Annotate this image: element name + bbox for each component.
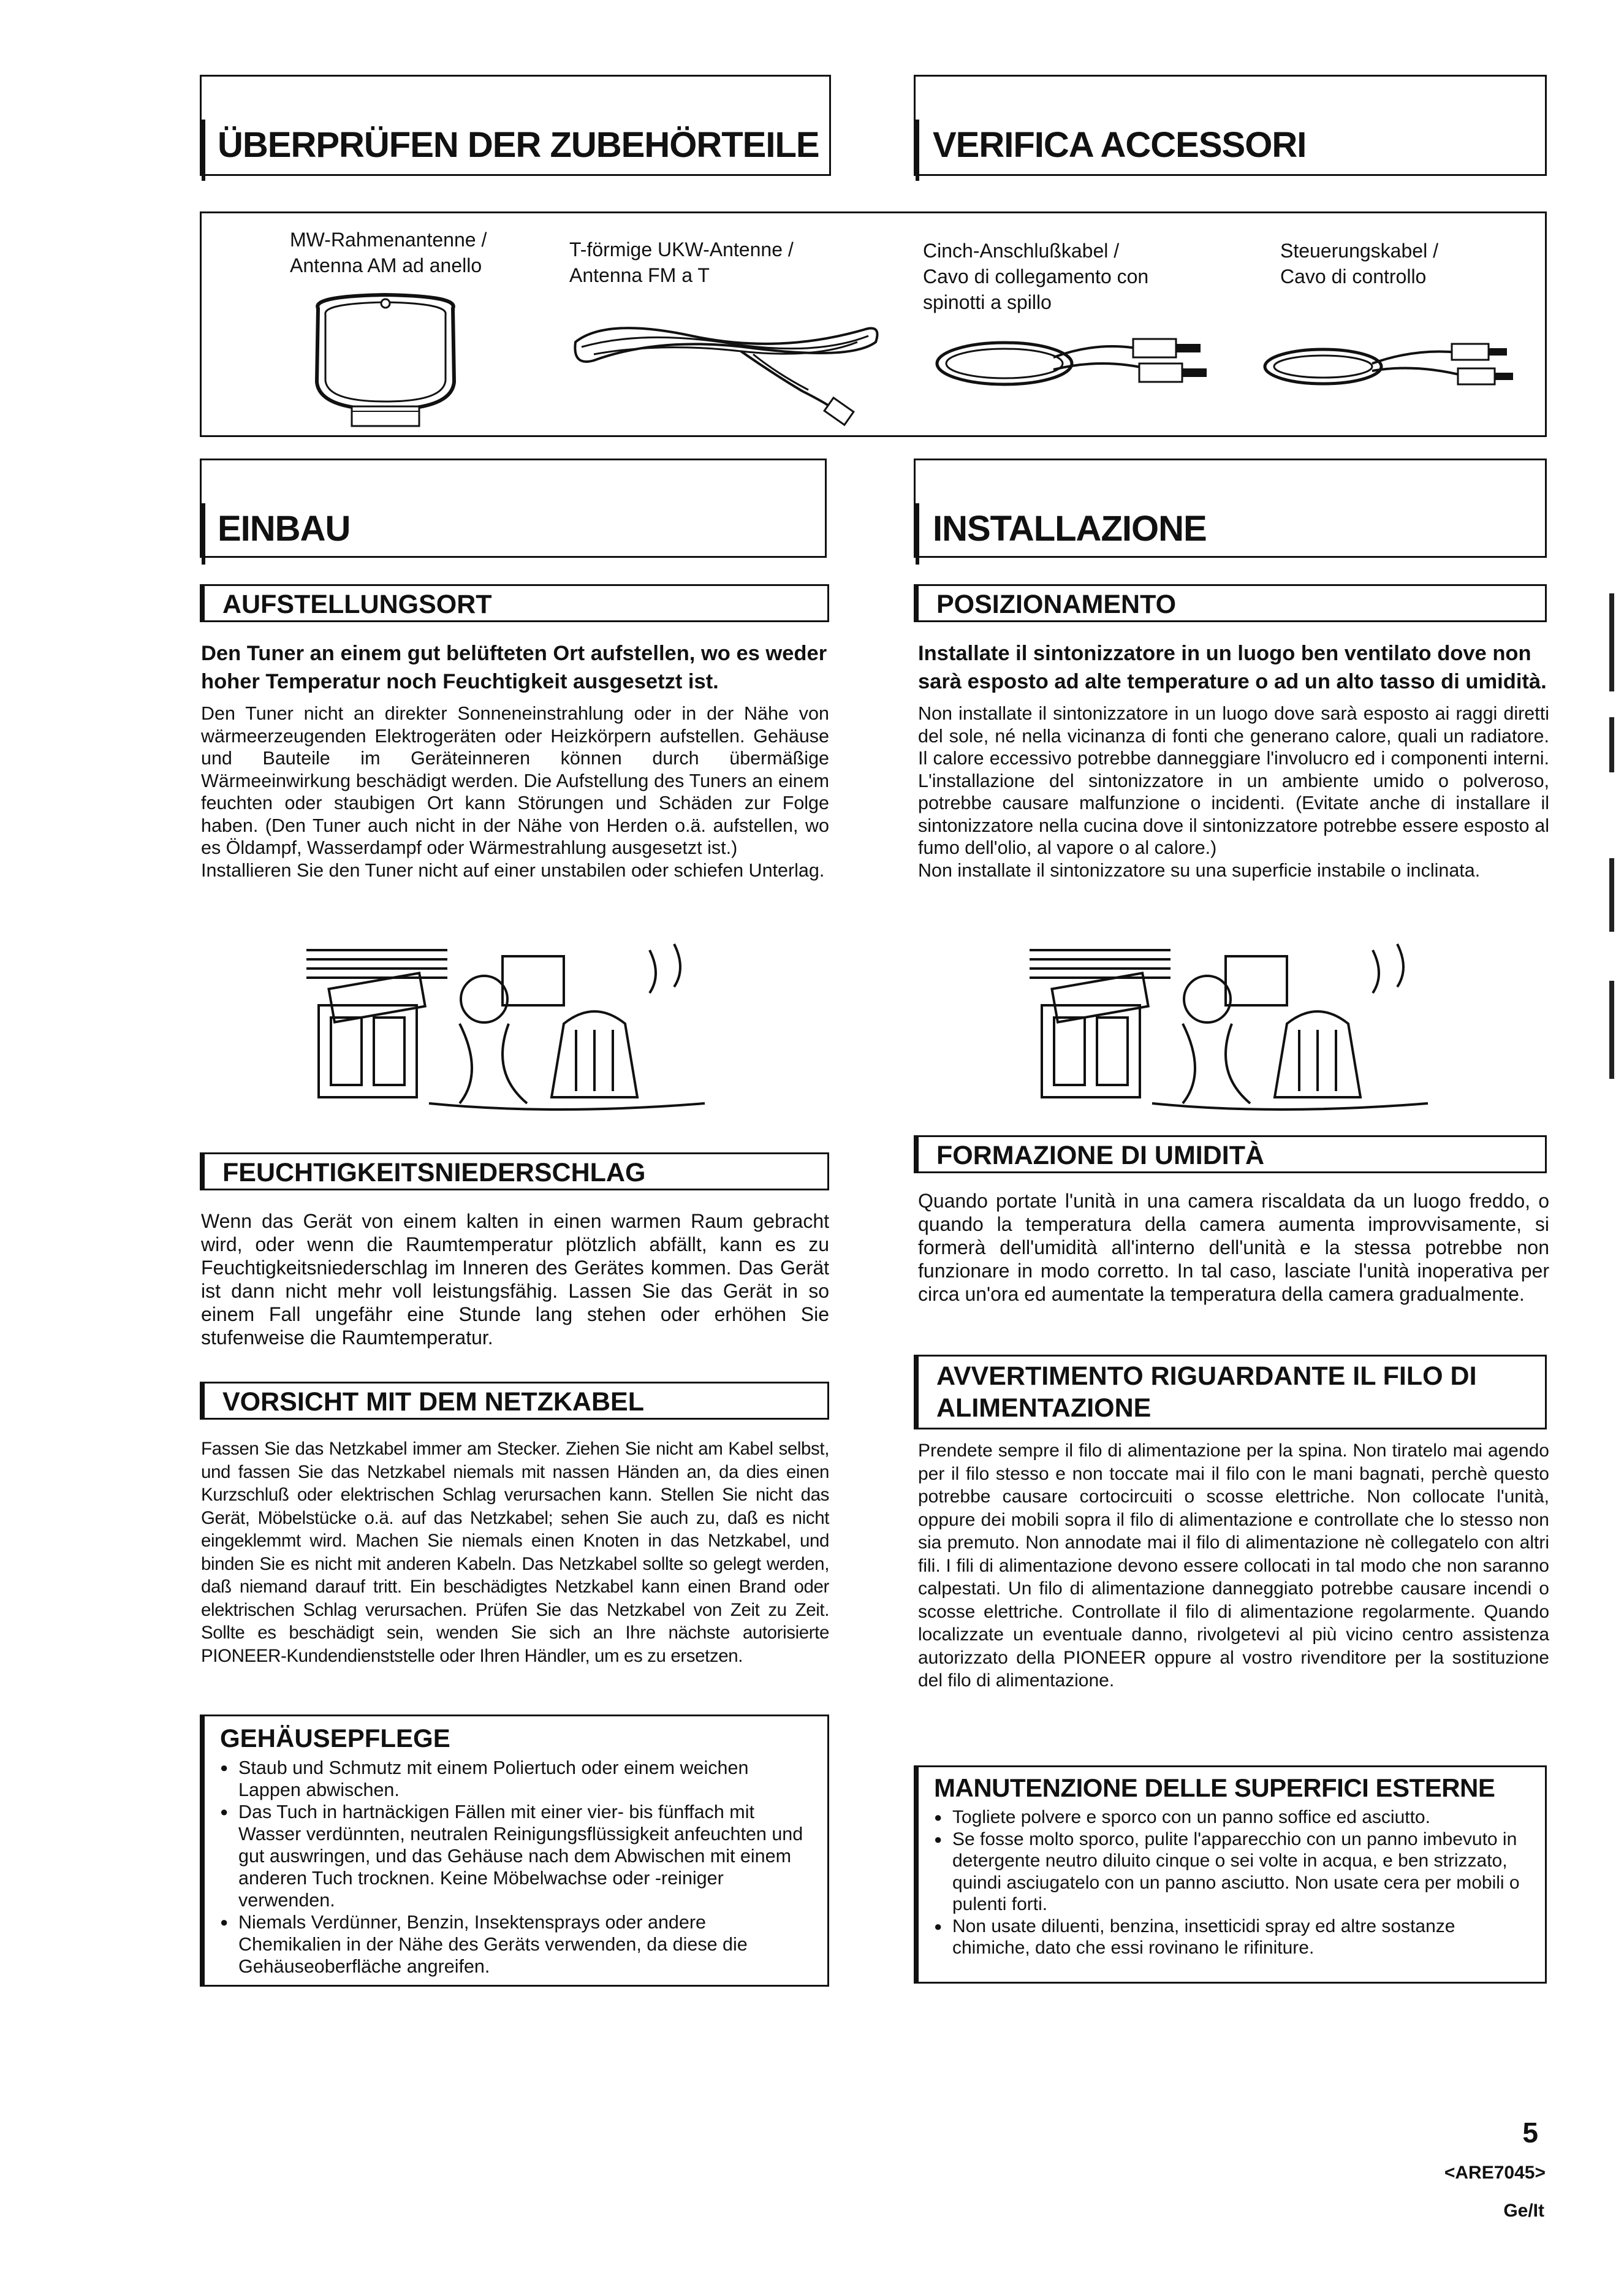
care-box-it [914, 1765, 1547, 1984]
header-accent-bar [916, 503, 919, 565]
header-box-de [200, 75, 831, 176]
subheading-bar [914, 584, 919, 622]
subheading-box [200, 1382, 829, 1420]
care-list-item: ● Das Tuch in hartnäckigen Fällen mit einer vier- bis fünffach mit Wasser verdünnten, neutralen Reinigungsflüssigkeit anfeuchten und gut auswringen, und das Gehäuse nach dem Abwischen mit einem anderen Tuch trocknen. Keine Möbelwachse oder -reiniger verwenden. [220, 1801, 808, 1911]
subheading-bar [200, 1382, 205, 1420]
accessory-label-text: Steuerungskabel / Cavo di controllo [1280, 240, 1438, 287]
care-list-item: ● Niemals Verdünner, Benzin, Insektensprays oder andere Chemikalien in der Nähe des Geräts verwenden, da diese die Gehäuseoberfläche angreifen. [220, 1911, 808, 1977]
subheading-box [914, 1135, 1547, 1173]
lead-text: Den Tuner an einem gut belüfteten Ort aufstellen, wo es weder hoher Temperatur noch Feuchtigkeit ausgesetzt ist. [201, 642, 827, 693]
care-title: GEHÄUSEPFLEGE [220, 1724, 450, 1753]
am-loop-antenna-icon [294, 290, 477, 431]
body-paragraph: Non installate il sintonizzatore su una superficie instabile o inclinata. [918, 859, 1481, 881]
subheading-title: POSIZIONAMENTO [936, 590, 1177, 619]
accessory-label-text: T-förmige UKW-Antenne / Antenna FM a T [569, 238, 794, 286]
body-text: Prendete sempre il filo di alimentazione per la spina. Non tiratelo mai agendo per il filo stesso e non toccate mai il filo con le mani bagnati, perchè questo potrebbe causare cortocircuiti o scosse elettriche. Non collocate l'unità, oppure dei mobili sopra il filo di alimentazione e controllate che lo stesso non sia premuto. Non annodate mai il filo di alimentazione nè collegatelo con altri fili. I fili di alimentazione devono essere collocati in tal modo che non saranno calpestati. Un filo di alimentazione danneggiato potrebbe causare incendi o scosse elettriche. Controllate il filo di alimentazione regolarmente. Quando localizzate un eventuale danno, rivolgetevi al più vicino centro assistenza autorizzato della PIONEER oppure al vostro rivenditore per la sostituzione del filo di alimentazione. [918, 1441, 1549, 1691]
placement-warning-illustration [1030, 938, 1459, 1122]
header-box-it [914, 75, 1547, 176]
body-paragraph: Non installate il sintonizzatore in un luogo dove sarà esposto ai raggi diretti del sole, né nella vicinanza di fonti che generano calore, quali un radiatore. Il calore eccessivo potrebbe danneggiare l'involucro ed i componenti interni. L'installazione del sintonizzatore in un ambiente umido o polveroso, potrebbe causare malfunzione o incidenti. (Evitate anche di installare il sintonizzatore nella cucina dove il sintonizzatore potrebbe essere esposto al fumo dell'olio, al vapore o al calore.) [918, 703, 1549, 858]
body-text: Fassen Sie das Netzkabel immer am Stecker. Ziehen Sie nicht am Kabel selbst, und fassen Sie das Netzkabel niemals mit nassen Händen an, da dies einen Kurzschluß oder elektrischen Schlag verursachen kann. Stellen Sie nicht das Gerät, Möbelstücke o.ä. auf das Netzkabel; sehen Sie auch zu, daß es nicht eingeklemmt wird. Machen Sie niemals einen Knoten in das Netzkabel, und binden Sie es nicht mit anderen Kabeln. Das Netzkabel sollte so gelegt werden, daß niemand darauf tritt. Ein beschädigtes Netzkabel kann einen Brand oder elektrischen Schlag verursachen. Prüfen Sie das Netzkabel von Zeit zu Zeit. Sollte es beschädigt sein, wenden Sie sich an Ihre nächste autorisierte PIONEER-Kundendienststelle oder Ihren Händler, um es zu ersetzen. [201, 1439, 829, 1666]
subheading-box [200, 584, 829, 622]
subheading-title: AVVERTIMENTO RIGUARDANTE IL FILO DI ALIMENTAZIONE [936, 1361, 1477, 1423]
subheading-bar [914, 1355, 919, 1429]
section-title: ÜBERPRÜFEN DER ZUBEHÖRTEILE [218, 125, 819, 165]
language-code: Ge/It [1503, 2201, 1544, 2221]
section-title: EINBAU [218, 509, 351, 549]
care-box-bar [914, 1765, 919, 1984]
care-list [934, 1806, 1538, 1959]
header-accent-bar [202, 503, 205, 565]
subheading-box [200, 1152, 829, 1190]
body-paragraph: Installieren Sie den Tuner nicht auf einer unstabilen oder schiefen Unterlag. [201, 859, 825, 881]
accessories-box [200, 211, 1547, 437]
subheading-box [914, 584, 1547, 622]
care-title: MANUTENZIONE DELLE SUPERFICI ESTERNE [934, 1773, 1495, 1802]
body-paragraph: Den Tuner nicht an direkter Sonneneinstrahlung oder in der Nähe von wärmeerzeugenden Elektrogeräten oder Heizkörpern aufstellen. Gehäuse und Bauteile im Geräteinneren können durch übermäßige Wärmeeinwirkung beschädigt werden. Die Aufstellung des Tuners an einem feuchten oder staubigen Ort kann Störungen und Schäden zur Folge haben. (Den Tuner auch nicht in der Nähe von Herden o.ä. aufstellen, wo es Öldampf, Wasserdampf oder Wärmestrahlung ausgesetzt ist.) [201, 703, 829, 858]
install-box-it [914, 459, 1547, 558]
install-box-de [200, 459, 827, 558]
edge-mark [1609, 717, 1614, 772]
subheading-box [914, 1355, 1547, 1429]
accessory-label [923, 238, 1266, 315]
edge-mark [1609, 858, 1614, 932]
care-list-item: ● Non usate diluenti, benzina, insetticidi spray ed altre sostanze chimiche, dato che essi rovinano le rifiniture. [934, 1916, 1538, 1959]
control-cable-icon [1256, 314, 1544, 413]
fm-t-antenna-icon [569, 305, 888, 428]
accessory-label [290, 227, 535, 278]
subheading-bar [200, 1152, 205, 1190]
lead-text: Installate il sintonizzatore in un luogo ben ventilato dove non sarà esposto ad alte temperature o ad un alto tasso di umidità. [918, 642, 1547, 693]
section-title: VERIFICA ACCESSORI [933, 125, 1307, 165]
model-code: <ARE7045> [1444, 2163, 1546, 2183]
subheading-title: VORSICHT MIT DEM NETZKABEL [222, 1387, 644, 1417]
placement-warning-illustration [306, 938, 735, 1122]
subheading-bar [914, 1135, 919, 1173]
subheading-title: FORMAZIONE DI UMIDITÀ [936, 1141, 1265, 1170]
subheading-title: AUFSTELLUNGSORT [222, 590, 492, 619]
header-accent-bar [916, 120, 919, 181]
care-list-item: ● Togliete polvere e sporco con un panno soffice ed asciutto. [934, 1806, 1538, 1829]
section-title: INSTALLAZIONE [933, 509, 1207, 549]
accessory-label-text: MW-Rahmenantenne / Antenna AM ad anello [290, 229, 487, 276]
body-text [918, 702, 1549, 881]
care-list-item: ● Staub und Schmutz mit einem Poliertuch oder einem weichen Lappen abwischen. [220, 1757, 808, 1801]
body-text: Wenn das Gerät von einem kalten in einen warmen Raum gebracht wird, oder wenn die Raumtemperatur plötzlich abfällt, kann es zu Feuchtigkeitsniederschlag im Inneren des Gerätes kommen. Das Gerät ist dann nicht mehr voll leistungsfähig. Lassen Sie das Gerät in so einem Fall ungefähr eine Stunde lang stehen oder erhöhen Sie stufenweise die Raumtemperatur. [201, 1210, 829, 1349]
edge-mark [1609, 593, 1614, 691]
accessory-label-text: Cinch-Anschlußkabel / Cavo di collegamento con spinotti a spillo [923, 240, 1149, 313]
care-list-item: ● Se fosse molto sporco, pulite l'apparecchio con un panno imbevuto in detergente neutro diluito cinque o sei volte in acqua, e ben strizzato, quindi asciugatelo con un panno asciutto. Non usate cera per mobili o pulenti forti. [934, 1829, 1538, 1916]
care-list [220, 1757, 808, 1977]
body-text: Quando portate l'unità in una camera riscaldata da un luogo freddo, o quando la temperatura della camera aumenta improvvisamente, si formerà dell'umidità all'interno dell'unità e la stessa potrebbe non funzionare in modo corretto. In tal caso, lasciate l'unità inoperativa per circa un'ora ed aumentate la temperatura della camera gradualmente. [918, 1190, 1549, 1305]
header-accent-bar [202, 120, 205, 181]
subheading-title: FEUCHTIGKEITSNIEDERSCHLAG [222, 1158, 646, 1187]
accessory-label [1280, 238, 1538, 289]
subheading-bar [200, 584, 205, 622]
page-number: 5 [1522, 2117, 1538, 2148]
rca-cable-icon [931, 314, 1237, 413]
edge-mark [1609, 981, 1614, 1079]
care-box-bar [200, 1715, 205, 1987]
body-text [201, 702, 829, 881]
accessory-label [569, 237, 888, 288]
care-box-de [200, 1715, 829, 1987]
